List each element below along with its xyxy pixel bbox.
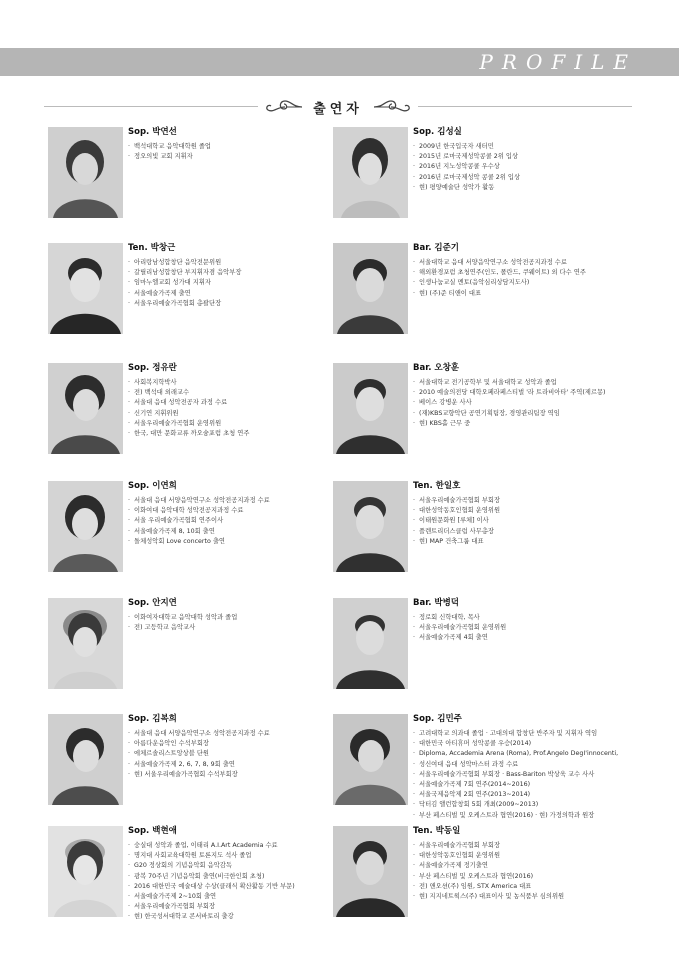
bio-line: · 2016년 지노성악콩쿨 우수상 (413, 162, 675, 172)
bio-line: · 현) KBS홀 근무 중 (413, 419, 675, 429)
bio-line: · 서울국제음악제 2회 연주(2013~2014) (413, 790, 675, 800)
bio-line: · 대한성악동호인협회 운영위원 (413, 506, 675, 516)
bio-line: · 서울 우리예술가곡협회 연주이사 (128, 516, 390, 526)
performer-photo (48, 598, 123, 689)
bio-line: · G20 정상회의 기념음악회 음악감독 (128, 861, 390, 871)
performer-photo (333, 826, 408, 917)
bio-line: · 서울우리예술가곡협회 총괄단장 (128, 299, 390, 309)
bio-line: · 현) 서울우리예술가곡협회 수석부회장 (128, 770, 390, 780)
performer-bio (413, 142, 675, 193)
bio-line: · 아름다운음악인 수석부회장 (128, 739, 390, 749)
bio-line: · 성신여대 음대 성악마스터 과정 수료 (413, 760, 675, 770)
section-heading (44, 95, 632, 119)
performer-photo (333, 481, 408, 572)
bio-line: · 대한민국 아티휴머 성악콩쿨 우승(2014) (413, 739, 675, 749)
performer-name: Sop. 안지연 (128, 598, 177, 608)
bio-line: · 현) MAP 건축그룹 대표 (413, 537, 675, 547)
bio-line: · 서울예술가곡제 정기출연 (413, 861, 675, 871)
bio-line: · 서울대학교 음대 서양음악연구소 성악전공지과정 수료 (413, 258, 675, 268)
bio-line: · 에체르솔리스트앙상블 단원 (128, 749, 390, 759)
performer-name: Sop. 백현애 (128, 826, 177, 836)
performer-name: Sop. 박연선 (128, 127, 177, 137)
bio-line: · 현) (주)준 티앤이 대표 (413, 289, 675, 299)
performer-bio (413, 729, 675, 821)
bio-line: · 서울우리예술가곡협회 부회장 (128, 902, 390, 912)
bio-line: · 대한성악동호인협회 운영위원 (413, 851, 675, 861)
bio-line: · 서울예술가곡제 8, 10회 출연 (128, 527, 390, 537)
performer-name: Bar. 오창훈 (413, 363, 460, 373)
bio-line: · 인생나눔교실 멘토(음악심리상담지도사) (413, 278, 675, 288)
performer-photo (48, 826, 123, 917)
bio-line: · 전) 앤오션(주) 임원, STX America 대표 (413, 882, 675, 892)
bio-line: · 돌체성악회 Love concerto 출연 (128, 537, 390, 547)
bio-line: · 부산 페스티벌 및 오케스트라 협연(2016) · 현) 가정의학과 원장 (413, 811, 675, 821)
bio-line: · 서울예술가곡제 7회 연주(2014~2016) (413, 780, 675, 790)
bio-line: · 신기연 지휘위원 (128, 409, 390, 419)
performer-name: Sop. 김성실 (413, 127, 462, 137)
performer-photo (48, 481, 123, 572)
bio-line: · 현) 한국성서대학교 콘서바토리 출강 (128, 912, 390, 922)
bio-line: · 서울우리예술가곡협회 운영위원 (413, 623, 675, 633)
bio-line: · 정오의빛 교회 지휘자 (128, 152, 390, 162)
bio-line: · 전) 고등학교 음악교사 (128, 623, 390, 633)
performer-name: Bar. 박병덕 (413, 598, 460, 608)
performer-bio (413, 378, 675, 429)
performer-name: Bar. 김준기 (413, 243, 460, 253)
bio-line: · 2009년 한국입국자 새터민 (413, 142, 675, 152)
bio-line: · 2015년 로마국제성악콩쿨 2위 입상 (413, 152, 675, 162)
bio-line: · 임마누엘교회 성가대 지휘자 (128, 278, 390, 288)
bio-line: · 현) 지지네트웍스(주) 대표이사 및 농식품부 심의위원 (413, 892, 675, 902)
performer-bio (413, 613, 675, 644)
performer-photo (333, 243, 408, 334)
performer-bio (413, 496, 675, 547)
bio-line: · 서울예술가곡제 2, 6, 7, 8, 9회 출연 (128, 760, 390, 770)
bio-line: · 갈릴리남성합창단 부지휘자겸 음악부장 (128, 268, 390, 278)
performer-name: Sop. 이연희 (128, 481, 177, 491)
profile-banner (0, 48, 679, 76)
bio-line: · 전) 백석대 외래교수 (128, 388, 390, 398)
bio-line: · 닥터김 앨런합창회 5회 개최(2009~2013) (413, 800, 675, 810)
right-ornament-icon (373, 98, 411, 116)
performer-photo (48, 363, 123, 454)
performer-name: Sop. 정유란 (128, 363, 177, 373)
performer-bio (413, 258, 675, 299)
bio-line: · 서울대학교 전기공학부 및 서울대학교 성악과 졸업 (413, 378, 675, 388)
bio-line: · (재)KBS교향악단 공연기획팀장, 경영관리팀장 역임 (413, 409, 675, 419)
performer-photo (333, 598, 408, 689)
performer-photo (333, 127, 408, 218)
performer-photo (333, 714, 408, 805)
bio-line: · 2010 예술의전당 대학오페라페스티벌 '라 트라비아타' 주역(제르몽) (413, 388, 675, 398)
bio-line: · 2016 대한민국 예술대상 수상(클래식 확산활동 기반 부문) (128, 882, 390, 892)
profile-label: PROFILE (479, 50, 637, 74)
bio-line: · 서울대 음대 서양음악연구소 성악전공지과정 수료 (128, 496, 390, 506)
bio-line: · 플렌트리더스클럽 사무총장 (413, 527, 675, 537)
bio-line: · 서울우리예술가곡협회 부회장 (413, 496, 675, 506)
bio-line: · 서울우리예술가곡협회 운영위원 (128, 419, 390, 429)
bio-line: · 이화여대 음악대학 성악전공지과정 수료 (128, 506, 390, 516)
bio-line: · 고려대학교 의과대 졸업 · 고대의대 합창단 반주자 및 지휘자 역임 (413, 729, 675, 739)
bio-line: · 광복 70주년 기념음악회 출연(비극한인회 초청) (128, 872, 390, 882)
bio-line: · 한국, 대만 문화교류 까오슝포럼 초청 연주 (128, 429, 390, 439)
bio-line: · 서울예술가곡제 출연 (128, 289, 390, 299)
performer-bio (413, 841, 675, 902)
performer-name: Sop. 김민주 (413, 714, 462, 724)
left-ornament-icon (265, 98, 303, 116)
bio-line: · 서울우리예술가곡협회 부회장 (413, 841, 675, 851)
performer-photo (48, 243, 123, 334)
section-title: 출연자 (313, 101, 363, 117)
bio-line: · 현) 평양예술단 성악가 활동 (413, 183, 675, 193)
bio-line: · 이화여자대학교 음악대학 성악과 졸업 (128, 613, 390, 623)
bio-line: · 명지대 사회교육대학원 토론지도 석사 졸업 (128, 851, 390, 861)
bio-line: · 백석대학교 음악대학원 졸업 (128, 142, 390, 152)
bio-line: · 서울예술가곡제 2~10회 출연 (128, 892, 390, 902)
performer-photo (48, 714, 123, 805)
bio-line: · 정로회 신학대학, 목사 (413, 613, 675, 623)
bio-line: · 숭실대 성악과 졸업, 이태리 A.I.Art Academia 수료 (128, 841, 390, 851)
bio-line: · 부산 페스티벌 및 오케스트라 협연(2016) (413, 872, 675, 882)
bio-line: · 아리랑남성합창단 음악전문위원 (128, 258, 390, 268)
bio-line: · 서울대 음대 서양음악연구소 성악전공지과정 수료 (128, 729, 390, 739)
performer-photo (48, 127, 123, 218)
performer-name: Ten. 한일호 (413, 481, 461, 491)
performer-name: Ten. 박동일 (413, 826, 461, 836)
bio-line: · 2016년 로마국제성악 콩쿨 2위 입상 (413, 173, 675, 183)
performer-name: Sop. 김복희 (128, 714, 177, 724)
bio-line: · 서울예술가곡제 4회 출연 (413, 633, 675, 643)
heading-center (258, 95, 418, 119)
bio-line: · 베이스 강병운 사사 (413, 398, 675, 408)
bio-line: · 해외환경포럼 초청연주(인도, 폴란드, 쿠웨이트) 외 다수 연주 (413, 268, 675, 278)
performer-name: Ten. 박창근 (128, 243, 176, 253)
bio-line: · 서울우리예술가곡협회 부회장 · Bass-Bariton 박상욱 교수 사사 (413, 770, 675, 780)
bio-line: · 사회복지학박사 (128, 378, 390, 388)
bio-line: · Diploma, Accademia Arena (Roma), Prof.Angelo DegI'innocenti, (413, 749, 675, 759)
bio-line: · 이태원문화원 [루체] 이사 (413, 516, 675, 526)
bio-line: · 서울대 음대 성악전공자 과정 수료 (128, 398, 390, 408)
performer-photo (333, 363, 408, 454)
